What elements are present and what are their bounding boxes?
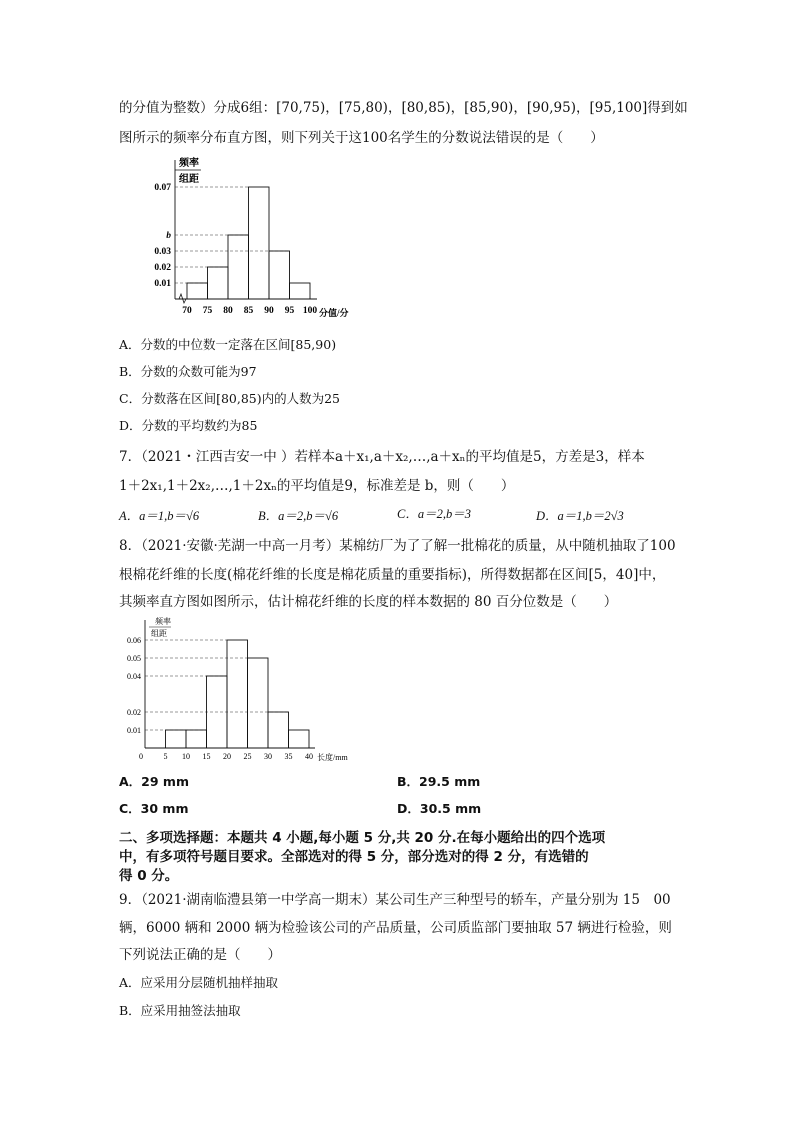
- q7-stem-line1: 7．（2021・江西吉安一中 ）若样本a＋x₁,a＋x₂,…,a＋xₙ的平均值是5，方差是3，样本: [119, 449, 645, 465]
- x-tick-label: 35: [284, 752, 293, 761]
- section2-heading-line3: 得 0 分。: [119, 868, 179, 884]
- x-tick-label: 25: [243, 752, 252, 761]
- q6-stem-line1: 的分值为整数）分成6组：[70,75)，[75,80)，[80,85)，[85,90)，[90,95)，[95,100]得到如: [119, 100, 688, 116]
- axis-break-mark: [179, 294, 186, 303]
- q6-option-d[interactable]: D．分数的平均数约为85: [119, 418, 258, 433]
- q7-option-d[interactable]: D．a＝1,b＝2√3: [536, 509, 624, 523]
- x-tick-label: 0: [139, 752, 143, 761]
- y-tick-label: 0.06: [127, 636, 141, 645]
- y-tick-label: 0.04: [127, 672, 141, 681]
- q6-option-b[interactable]: B．分数的众数可能为97: [119, 364, 257, 379]
- xlabel: 长度/mm: [317, 753, 348, 762]
- y-tick-label: 0.01: [154, 279, 171, 289]
- y-tick-label: b: [166, 231, 171, 241]
- q8-stem-line1: 8．（2021·安徽·芜湖一中高一月考）某棉纺厂为了了解一批棉花的质量，从中随机抽取了100: [119, 538, 676, 554]
- q7-stem-line2: 1＋2x₁,1＋2x₂,…,1＋2xₙ的平均值是9，标准差是 b，则（ ）: [119, 478, 515, 494]
- y-tick-label: 0.07: [154, 183, 171, 193]
- histogram-bar: [289, 730, 310, 748]
- histogram-scores: [119, 152, 359, 324]
- y-tick-label: 0.05: [127, 654, 141, 663]
- x-tick-label: 100: [302, 306, 318, 316]
- histogram-bar: [187, 283, 208, 299]
- x-tick-label: 5: [163, 752, 168, 761]
- q6-option-c[interactable]: C．分数落在区间[80,85)内的人数为25: [119, 391, 341, 406]
- q9-stem-line1: 9．（2021·湖南临澧县第一中学高一期末）某公司生产三种型号的轿车，产量分别为 15 00: [119, 892, 671, 908]
- x-tick-label: 85: [243, 306, 254, 316]
- q8-option-a[interactable]: A．29 mm: [119, 774, 189, 789]
- y-tick-label: 0.03: [154, 247, 171, 257]
- histogram-bar: [249, 187, 270, 299]
- x-tick-label: 80: [223, 306, 233, 316]
- histogram-bar: [186, 730, 207, 748]
- q8-stem-line3: 其频率直方图如图所示，估计棉花纤维的长度的样本数据的 80 百分位数是（ ）: [119, 594, 618, 610]
- ylabel-bottom: 组距: [179, 174, 199, 185]
- x-tick-label: 15: [202, 752, 211, 761]
- q9-option-a[interactable]: A．应采用分层随机抽样抽取: [119, 975, 279, 990]
- section2-heading-line1: 二、多项选择题：本题共 4 小题,每小题 5 分,共 20 分.在每小题给出的四个选项: [119, 830, 606, 846]
- q7-option-b[interactable]: B．a＝2,b＝√6: [258, 509, 339, 523]
- x-tick-label: 20: [223, 752, 231, 761]
- ylabel-top: 频率: [155, 617, 171, 626]
- y-tick-label: 0.01: [127, 726, 141, 735]
- x-tick-label: 90: [264, 306, 274, 316]
- q9-option-b[interactable]: B．应采用抽签法抽取: [119, 1003, 241, 1018]
- x-tick-label: 70: [182, 306, 192, 316]
- y-tick-label: 0.02: [154, 263, 171, 273]
- q8-option-c[interactable]: C．30 mm: [119, 801, 189, 816]
- x-tick-label: 30: [264, 752, 272, 761]
- q9-stem-line2: 辆，6000 辆和 2000 辆为检验该公司的产品质量，公司质监部门要抽取 57 辆进行检验，则: [119, 920, 672, 936]
- histogram-bar: [290, 283, 311, 299]
- x-tick-label: 95: [284, 306, 295, 316]
- histogram-bar: [228, 235, 249, 299]
- histogram-bar: [248, 658, 269, 748]
- x-tick-label: 10: [182, 752, 190, 761]
- q7-option-c[interactable]: C．a＝2,b＝3: [397, 507, 471, 521]
- q9-stem-line3: 下列说法正确的是（ ）: [119, 947, 281, 963]
- histogram-bar: [227, 640, 248, 748]
- xlabel: 分值/分: [319, 308, 349, 318]
- x-tick-label: 75: [202, 306, 213, 316]
- histogram-fiber-length: [119, 614, 369, 764]
- q8-option-b[interactable]: B．29.5 mm: [397, 774, 481, 789]
- histogram-bar: [166, 730, 187, 748]
- histogram-bar: [208, 267, 229, 299]
- q7-option-a[interactable]: A．a＝1,b＝√6: [119, 509, 200, 523]
- ylabel-bottom: 组距: [151, 629, 167, 638]
- q6-option-a[interactable]: A．分数的中位数一定落在区间[85,90): [119, 337, 337, 352]
- ylabel-top: 频率: [179, 158, 199, 169]
- histogram-bar: [269, 251, 290, 299]
- x-tick-label: 40: [305, 752, 313, 761]
- y-tick-label: 0.02: [127, 708, 141, 717]
- q6-stem-line2: 图所示的频率分布直方图，则下列关于这100名学生的分数说法错误的是（ ）: [119, 130, 604, 146]
- histogram-bar: [268, 712, 289, 748]
- q8-option-d[interactable]: D．30.5 mm: [397, 801, 482, 816]
- q8-stem-line2: 根棉花纤维的长度(棉花纤维的长度是棉花质量的重要指标)，所得数据都在区间[5，40]中，: [119, 567, 666, 583]
- section2-heading-line2: 中，有多项符号题目要求。全部选对的得 5 分，部分选对的得 2 分，有选错的: [119, 849, 589, 865]
